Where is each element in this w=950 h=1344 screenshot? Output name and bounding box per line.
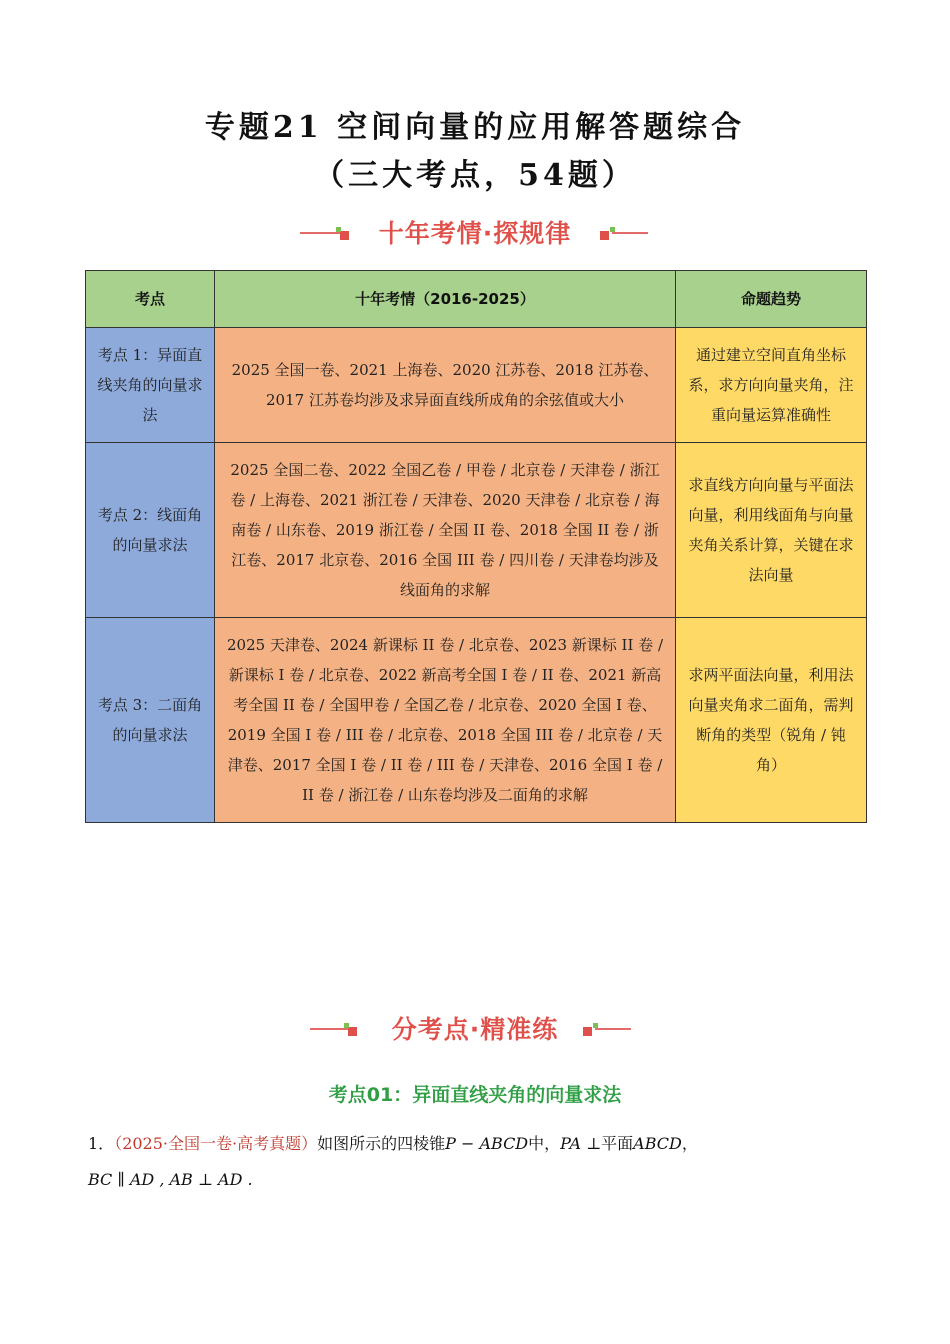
table-header-row	[86, 271, 867, 328]
header-trend: 命题趋势	[676, 271, 867, 328]
question-text: ，	[681, 1134, 698, 1153]
banner-text: 分考点·精准练	[391, 1015, 559, 1044]
math-expr: ABCD	[633, 1134, 682, 1153]
question-number: 1．	[88, 1134, 115, 1153]
cell-trend: 通过建立空间直角坐标系，求方向向量夹角，注重向量运算准确性	[676, 328, 867, 443]
page-title: 专题21 空间向量的应用解答题综合	[204, 110, 746, 145]
banner-text: 十年考情·探规律	[378, 219, 572, 248]
header-point: 考点	[86, 271, 215, 328]
banner-square-right	[583, 1027, 592, 1036]
page-subtitle: （三大考点，54题）	[314, 158, 636, 193]
cell-point: 考点 3：二面角的向量求法	[86, 618, 215, 823]
cell-history: 2025 天津卷、2024 新课标 II 卷 / 北京卷、2023 新课标 II 卷 / 新课标 I 卷 / 北京卷、2022 新高考全国 I 卷 / II 卷、2021 新高考全国 II 卷 / 全国甲卷 / 全国乙卷 / 北京卷、2020 全国 I 卷、2019 全国 I 卷 / III 卷 / 北京卷、2018 全国 III 卷 / 北京卷 / 天津卷、2017 全国 I 卷 / II 卷 / III 卷 / 天津卷、2016 全国 I 卷 / II 卷 / 浙江卷 / 山东卷均涉及二面角的求解	[215, 618, 676, 823]
banner-ten-year	[0, 214, 950, 250]
cell-point: 考点 2：线面角的向量求法	[86, 443, 215, 618]
math-expr: P − ABCD	[445, 1134, 529, 1153]
banner-square-right	[600, 231, 609, 240]
table-row	[86, 443, 867, 618]
banner-practice	[0, 1010, 950, 1046]
trend-table	[85, 270, 867, 823]
question-1-line2: BC ∥ AD , AB ⊥ AD .	[88, 1170, 253, 1189]
question-text: 中，	[528, 1134, 561, 1153]
question-1	[88, 1131, 698, 1154]
banner-line-right	[595, 1028, 631, 1030]
section-title: 考点01：异面直线夹角的向量求法	[328, 1084, 622, 1106]
question-source: （2025·全国一卷·高考真题）	[114, 1134, 318, 1153]
table-row	[86, 328, 867, 443]
table-row	[86, 618, 867, 823]
cell-history: 2025 全国二卷、2022 全国乙卷 / 甲卷 / 北京卷 / 天津卷 / 浙江卷 / 上海卷、2021 浙江卷 / 天津卷、2020 天津卷 / 北京卷 / 海南卷 / 山东卷、2019 浙江卷 / 全国 II 卷、2018 全国 II 卷 / 浙江卷、2017 北京卷、2016 全国 III 卷 / 四川卷 / 天津卷均涉及线面角的求解	[215, 443, 676, 618]
cell-trend: 求两平面法向量，利用法向量夹角求二面角，需判断角的类型（锐角 / 钝角）	[676, 618, 867, 823]
header-history: 十年考情（2016-2025）	[215, 271, 676, 328]
banner-line-right	[612, 232, 648, 234]
math-expr: PA ⊥	[560, 1134, 602, 1153]
cell-trend: 求直线方向向量与平面法向量，利用线面角与向量夹角关系计算，关键在求法向量	[676, 443, 867, 618]
cell-history: 2025 全国一卷、2021 上海卷、2020 江苏卷、2018 江苏卷、2017 江苏卷均涉及求异面直线所成角的余弦值或大小	[215, 328, 676, 443]
question-text: 如图所示的四棱锥	[317, 1134, 446, 1153]
cell-point: 考点 1：异面直线夹角的向量求法	[86, 328, 215, 443]
question-text: 平面	[601, 1134, 634, 1153]
